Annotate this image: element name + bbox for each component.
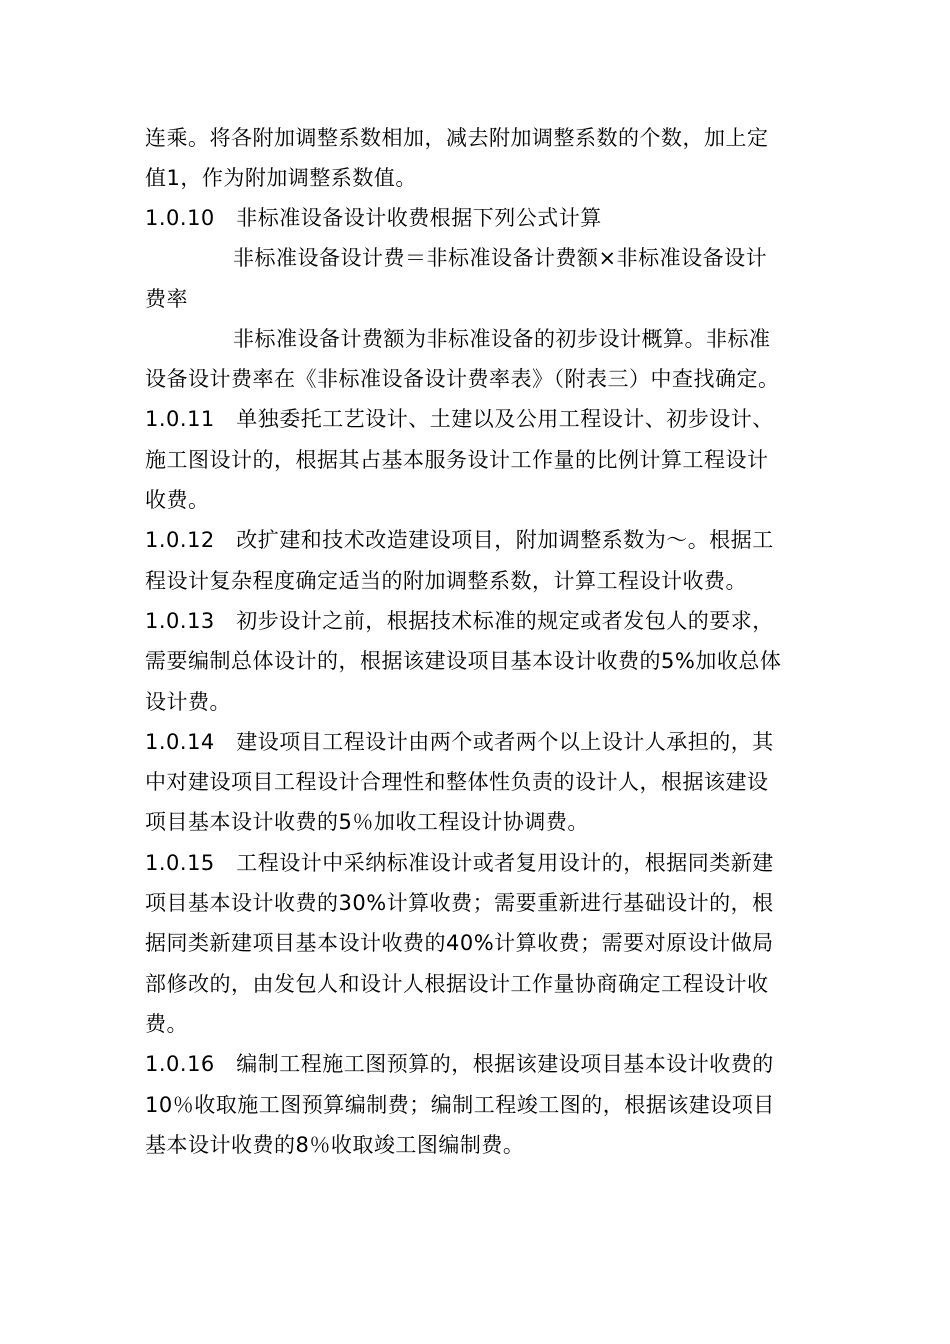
text-line-13: 1.0.13 初步设计之前，根据技术标准的规定或者发包人的要求，	[145, 609, 774, 633]
text-line-11: 1.0.12 改扩建和技术改造建设项目，附加调整系数为～。根据工	[145, 528, 774, 552]
text-line-14: 需要编制总体设计的，根据该建设项目基本设计收费的5%加收总体	[145, 649, 782, 673]
text-line-16: 1.0.14 建设项目工程设计由两个或者两个以上设计人承担的，其	[145, 730, 774, 754]
text-line-24: 1.0.16 编制工程施工图预算的，根据该建设项目基本设计收费的	[145, 1052, 774, 1076]
text-line-9: 施工图设计的，根据其占基本服务设计工作量的比例计算工程设计	[145, 448, 769, 472]
text-line-12: 程设计复杂程度确定适当的附加调整系数，计算工程设计收费。	[145, 569, 747, 593]
text-line-10: 收费。	[145, 488, 210, 512]
text-line-15: 设计费。	[145, 690, 231, 714]
text-line-7: 设备设计费率在《非标准设备设计费率表》（附表三）中查找确定。	[145, 367, 780, 391]
text-line-20: 项目基本设计收费的30%计算收费；需要重新进行基础设计的，根	[145, 891, 774, 915]
text-line-6: 非标准设备计费额为非标准设备的初步设计概算。非标准	[233, 327, 771, 351]
text-line-25: 10％收取施工图预算编制费；编制工程竣工图的，根据该建设项目	[145, 1093, 775, 1117]
text-line-26: 基本设计收费的8％收取竣工图编制费。	[145, 1133, 525, 1157]
text-line-19: 1.0.15 工程设计中采纳标准设计或者复用设计的，根据同类新建	[145, 851, 774, 875]
text-line-21: 据同类新建项目基本设计收费的40%计算收费；需要对原设计做局	[145, 931, 774, 955]
text-line-23: 费。	[145, 1012, 188, 1036]
text-line-22: 部修改的，由发包人和设计人根据设计工作量协商确定工程设计收	[145, 972, 769, 996]
text-line-1: 连乘。将各附加调整系数相加，减去附加调整系数的个数，加上定	[145, 126, 769, 150]
text-line-5: 费率	[145, 287, 188, 311]
text-line-17: 中对建设项目工程设计合理性和整体性负责的设计人，根据该建设	[145, 770, 769, 794]
text-line-2: 值1，作为附加调整系数值。	[145, 166, 417, 190]
text-line-4: 非标准设备设计费＝非标准设备计费额×非标准设备设计	[233, 246, 768, 270]
text-line-18: 项目基本设计收费的5％加收工程设计协调费。	[145, 810, 589, 834]
text-line-3: 1.0.10 非标准设备设计收费根据下列公式计算	[145, 206, 602, 230]
text-line-8: 1.0.11 单独委托工艺设计、土建以及公用工程设计、初步设计、	[145, 407, 774, 431]
